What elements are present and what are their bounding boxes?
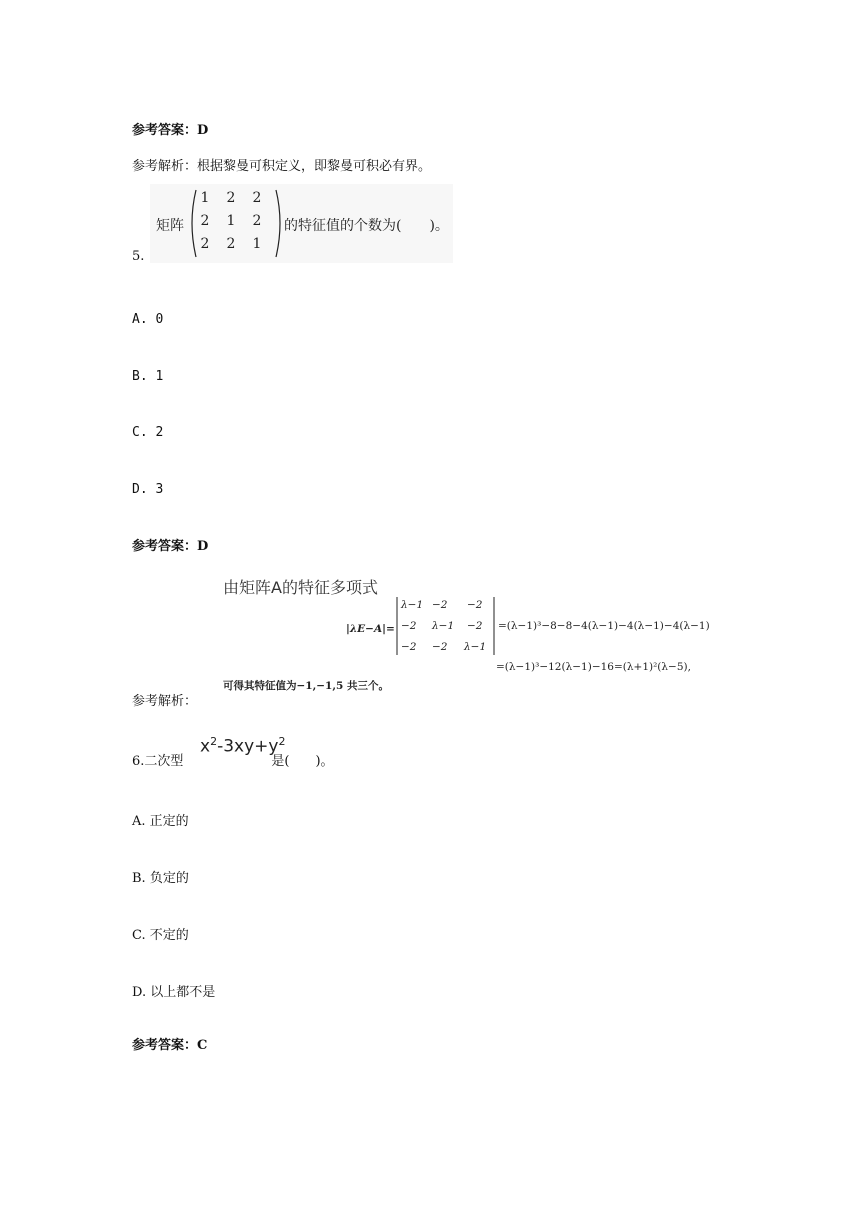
formula-part: x [200,736,211,757]
answer-value: D [197,539,209,554]
matrix-question-image [150,184,453,263]
det-cell: −2 [401,620,417,632]
matrix-cell: 2 [200,213,210,229]
answer-value: D [197,123,209,138]
det-cell: −2 [401,641,417,653]
option-c: C. 不定的 [132,928,189,943]
answer-label: 参考答案： [132,1038,198,1053]
stem-prefix: 6.二次型 [132,754,184,769]
matrix-cell: 1 [226,213,236,229]
answer-line-q6 [132,1034,207,1053]
matrix-cell: 2 [226,190,236,206]
option-b: B. 负定的 [132,871,189,886]
answer-line-q5 [132,535,208,554]
det-cell: −2 [467,599,483,611]
option-b: B. 1 [132,369,164,384]
det-cell: −2 [467,620,483,632]
matrix-cell: 2 [252,190,262,206]
matrix-cell: 2 [226,236,236,252]
option-d: D. 3 [132,482,164,497]
analysis-line-q4: 参考解析：根据黎曼可积定义，即黎曼可积必有界。 [132,159,432,174]
answer-label: 参考答案： [132,123,198,138]
answer-label: 参考答案： [132,539,198,554]
option-a: A. 正定的 [132,814,189,829]
formula-part: -3xy+y [217,736,279,757]
eq-line-1: =(λ−1)³−8−8−4(λ−1)−4(λ−1)−4(λ−1) [498,620,710,632]
matrix-cell: 1 [252,236,262,252]
analysis-label-q5: 参考解析： [132,694,198,709]
formula-exponent: 2 [210,735,218,748]
quadratic-form-formula [200,735,285,757]
formula-exponent: 2 [278,735,286,748]
option-a: A. 0 [132,312,164,327]
stem-suffix: 是( )。 [271,754,334,769]
eigen-title: 由矩阵A的特征多项式 [223,578,378,597]
matrix-cell: 2 [200,236,210,252]
det-lhs: |λE−A|= [346,623,395,635]
option-d: D. 以上都不是 [132,985,216,1000]
option-c: C. 2 [132,425,164,440]
answer-line-q4 [132,119,208,138]
eq-line-2: =(λ−1)³−12(λ−1)−16=(λ+1)²(λ−5), [496,661,691,673]
det-cell: −2 [432,599,448,611]
matrix-suffix: 的特征值的个数为( )。 [284,218,449,234]
eigen-analysis-image [214,567,728,695]
question-number-5: 5. [132,249,145,264]
eigen-conclusion: 可得其特征值为−1,−1,5 共三个。 [223,680,389,692]
det-cell: −2 [432,641,448,653]
answer-value: C [197,1038,208,1053]
det-cell: λ−1 [432,620,455,632]
det-cell: λ−1 [401,599,424,611]
det-cell: λ−1 [464,641,487,653]
matrix-cell: 2 [252,213,262,229]
matrix-cell: 1 [200,190,210,206]
matrix-prefix: 矩阵 [156,218,184,234]
